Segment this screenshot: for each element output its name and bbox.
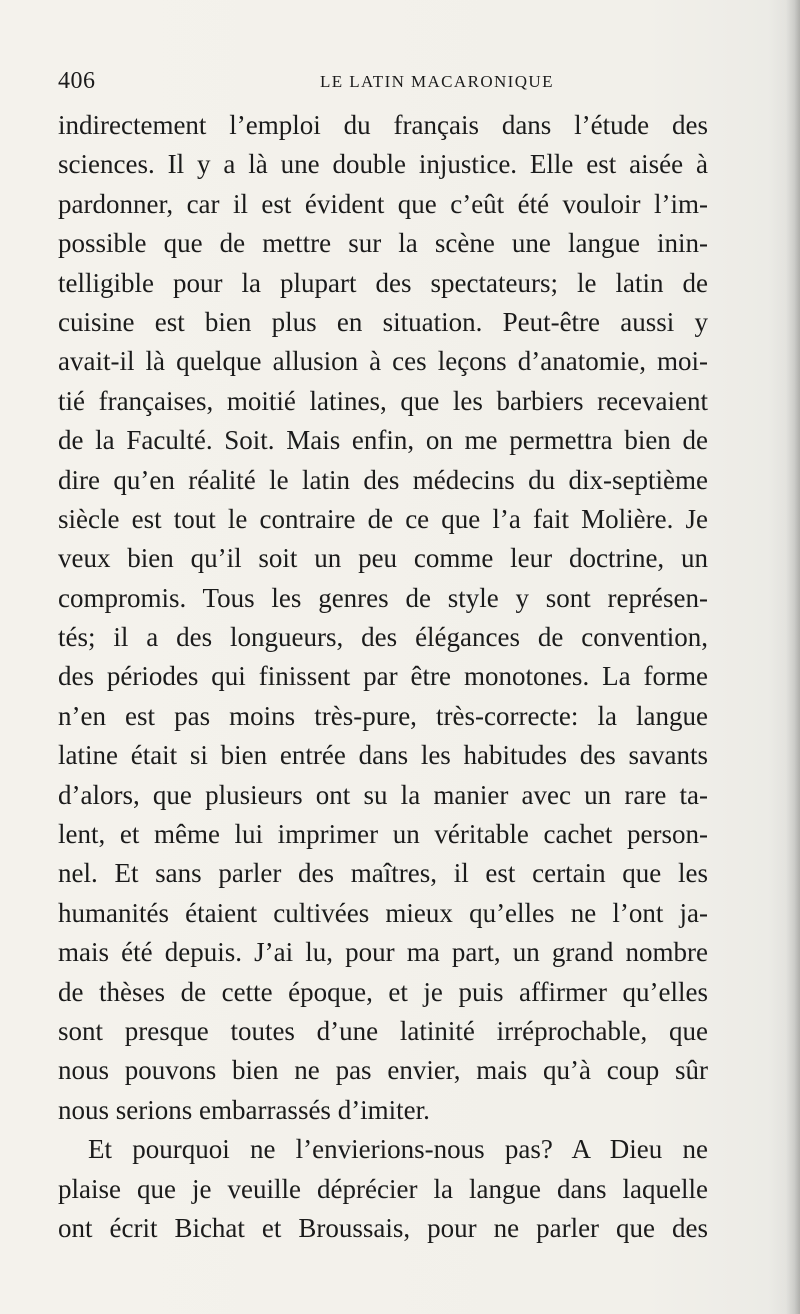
text-line: n’en est pas moins très-pure, très-correcte: la langue: [58, 700, 708, 731]
text-line: des périodes qui finissent par être monotones. La forme: [58, 661, 708, 692]
text-line: plaise que je veuille déprécier la langue dans laquelle: [58, 1173, 708, 1204]
text-line: de la Faculté. Soit. Mais enfin, on me permettra bien de: [58, 425, 708, 456]
text-line: tés; il a des longueurs, des élégances de convention,: [58, 622, 708, 653]
text-line: compromis. Tous les genres de style y sont représen-: [58, 582, 708, 613]
running-head: LE LATIN MACARONIQUE: [320, 72, 554, 91]
body-text: [58, 106, 708, 1248]
text-line: mais été depuis. J’ai lu, pour ma part, un grand nombre: [58, 937, 708, 968]
text-line: de thèses de cette époque, et je puis affirmer qu’elles: [58, 976, 708, 1007]
text-line: indirectement l’emploi du français dans l’étude des: [58, 110, 708, 140]
text-line: d’alors, que plusieurs ont su la manier avec un rare ta-: [58, 779, 708, 810]
text-line: veux bien qu’il soit un peu comme leur doctrine, un: [58, 543, 708, 574]
text-line: latine était si bien entrée dans les habitudes des savants: [58, 740, 708, 771]
text-line: sont presque toutes d’une latinité irréprochable, que: [58, 1015, 708, 1046]
text-line: dire qu’en réalité le latin des médecins du dix-septième: [58, 464, 708, 495]
text-line: nel. Et sans parler des maîtres, il est certain que les: [58, 858, 708, 889]
text-line: ont écrit Bichat et Broussais, pour ne parler que des: [58, 1212, 708, 1243]
text-line: humanités étaient cultivées mieux qu’elles ne l’ont ja-: [58, 897, 708, 928]
text-line: sciences. Il y a là une double injustice. Elle est aisée à: [58, 149, 708, 180]
text-line: tié françaises, moitié latines, que les barbiers recevaient: [58, 385, 708, 416]
text-line: lent, et même lui imprimer un véritable cachet person-: [58, 819, 708, 850]
text-line: possible que de mettre sur la scène une langue inin-: [58, 228, 708, 259]
paragraph-first-line: Et pourquoi ne l’envierions-nous pas? A Dieu ne: [88, 1134, 708, 1165]
text-line: pardonner, car il est évident que c’eût été vouloir l’im-: [58, 188, 708, 219]
page-number: 406: [58, 68, 96, 94]
paragraph-last-line: nous serions embarrassés d’imiter.: [58, 1094, 430, 1125]
page-edge-shadow: [786, 0, 800, 1314]
text-line: avait-il là quelque allusion à ces leçons d’anatomie, moi-: [58, 346, 708, 377]
text-line: cuisine est bien plus en situation. Peut-être aussi y: [58, 306, 708, 337]
text-line: nous pouvons bien ne pas envier, mais qu’à coup sûr: [58, 1055, 708, 1086]
page-header: [58, 68, 708, 98]
text-line: telligible pour la plupart des spectateurs; le latin de: [58, 267, 708, 298]
text-line: siècle est tout le contraire de ce que l’a fait Molière. Je: [58, 503, 708, 534]
